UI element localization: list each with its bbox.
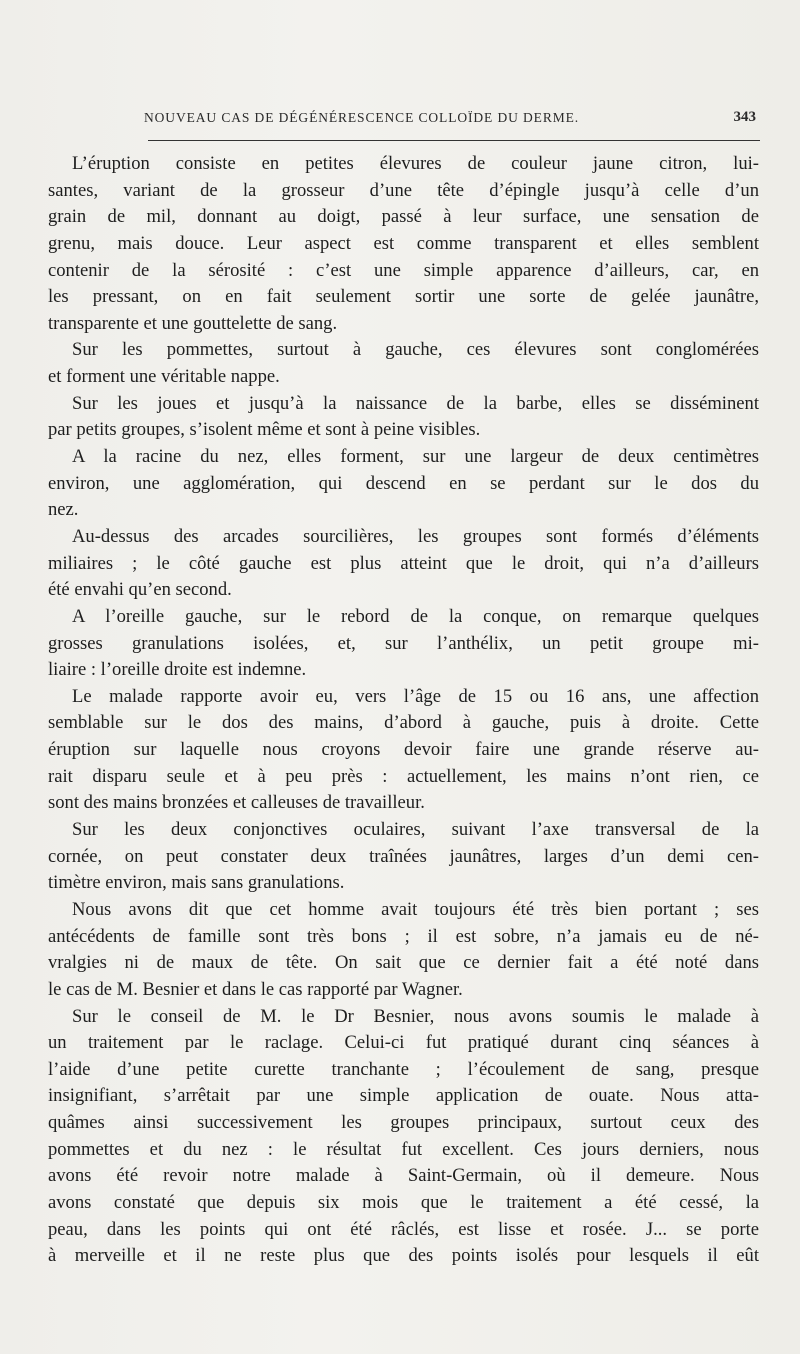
text-line: un traitement par le raclage. Celui-ci fut pratiqué durant cinq séances à <box>48 1032 759 1054</box>
text-line: contenir de la sérosité : c’est une simple apparence d’ailleurs, car, en <box>48 259 759 281</box>
text-line: antécédents de famille sont très bons ; il est sobre, n’a jamais eu de né- <box>48 925 759 947</box>
text-line: quâmes ainsi successivement les groupes principaux, surtout ceux des <box>48 1112 759 1134</box>
text-line: grenu, mais douce. Leur aspect est comme transparent et elles semblent <box>48 232 759 254</box>
running-title: NOUVEAU CAS DE DÉGÉNÉRESCENCE COLLOÏDE DU DERME. <box>144 110 580 125</box>
page-number: 343 <box>733 109 756 125</box>
text-line: transparente et une gouttelette de sang. <box>48 312 338 334</box>
text-line: par petits groupes, s’isolent même et sont à peine visibles. <box>48 419 481 441</box>
text-line: L’éruption consiste en petites élevures de couleur jaune citron, lui- <box>72 153 759 174</box>
text-line: A la racine du nez, elles forment, sur une largeur de deux centimètres <box>72 446 759 468</box>
text-line: A l’oreille gauche, sur le rebord de la conque, on remarque quelques <box>72 605 759 627</box>
text-line: à merveille et il ne reste plus que des points isolés pour lesquels il eût <box>48 1245 759 1267</box>
text-line: grain de mil, donnant au doigt, passé à leur surface, une sensation de <box>48 206 759 228</box>
text-line: santes, variant de la grosseur d’une tête d’épingle jusqu’à celle d’un <box>48 179 759 201</box>
text-line: l’aide d’une petite curette tranchante ; l’écoulement de sang, presque <box>48 1058 759 1080</box>
text-line: Sur les pommettes, surtout à gauche, ces élevures sont conglomérées <box>72 339 759 361</box>
text-line: grosses granulations isolées, et, sur l’anthélix, un petit groupe mi- <box>48 632 759 654</box>
text-line: sont des mains bronzées et calleuses de travailleur. <box>48 792 425 814</box>
text-line: pommettes et du nez : le résultat fut excellent. Ces jours derniers, nous <box>48 1138 759 1160</box>
text-line: Sur le conseil de M. le Dr Besnier, nous avons soumis le malade à <box>72 1005 759 1027</box>
text-line: Sur les joues et jusqu’à la naissance de la barbe, elles se disséminent <box>72 392 759 414</box>
text-line: Nous avons dit que cet homme avait toujours été très bien portant ; ses <box>72 898 759 920</box>
text-line: environ, une agglomération, qui descend en se perdant sur le dos du <box>48 472 759 494</box>
text-line: peau, dans les points qui ont été râclés, est lisse et rosée. J... se porte <box>48 1218 759 1240</box>
text-line: et forment une véritable nappe. <box>48 366 280 388</box>
text-line: été envahi qu’en second. <box>48 579 232 601</box>
text-line: liaire : l’oreille droite est indemne. <box>48 659 307 681</box>
text-line: nez. <box>48 499 79 521</box>
text-line: rait disparu seule et à peu près : actuellement, les mains n’ont rien, ce <box>48 765 759 787</box>
text-line: vralgies ni de maux de tête. On sait que ce dernier fait a été noté dans <box>48 952 759 974</box>
text-line: Au-dessus des arcades sourcilières, les groupes sont formés d’éléments <box>72 525 759 547</box>
text-line: miliaires ; le côté gauche est plus atteint que le droit, qui n’a d’ailleurs <box>48 552 759 574</box>
text-line: cornée, on peut constater deux traînées jaunâtres, larges d’un demi cen- <box>48 845 759 867</box>
text-line: le cas de M. Besnier et dans le cas rapporté par Wagner. <box>48 978 463 1000</box>
text-line: éruption sur laquelle nous croyons devoir faire une grande réserve au- <box>48 739 759 761</box>
text-line: semblable sur le dos des mains, d’abord à gauche, puis à droite. Cette <box>48 712 759 734</box>
text-line: Sur les deux conjonctives oculaires, suivant l’axe transversal de la <box>72 819 759 841</box>
text-line: les pressant, on en fait seulement sortir une sorte de gelée jaunâtre, <box>48 286 759 308</box>
header-rule <box>148 140 760 141</box>
body-text <box>48 151 759 1270</box>
running-head <box>48 106 756 134</box>
text-line: avons été revoir notre malade à Saint-Germain, où il demeure. Nous <box>48 1165 759 1187</box>
text-line: avons constaté que depuis six mois que le traitement a été cessé, la <box>48 1191 759 1213</box>
text-line: Le malade rapporte avoir eu, vers l’âge de 15 ou 16 ans, une affection <box>72 685 759 707</box>
text-line: timètre environ, mais sans granulations. <box>48 872 345 894</box>
text-line: insignifiant, s’arrêtait par une simple application de ouate. Nous atta- <box>48 1085 759 1107</box>
